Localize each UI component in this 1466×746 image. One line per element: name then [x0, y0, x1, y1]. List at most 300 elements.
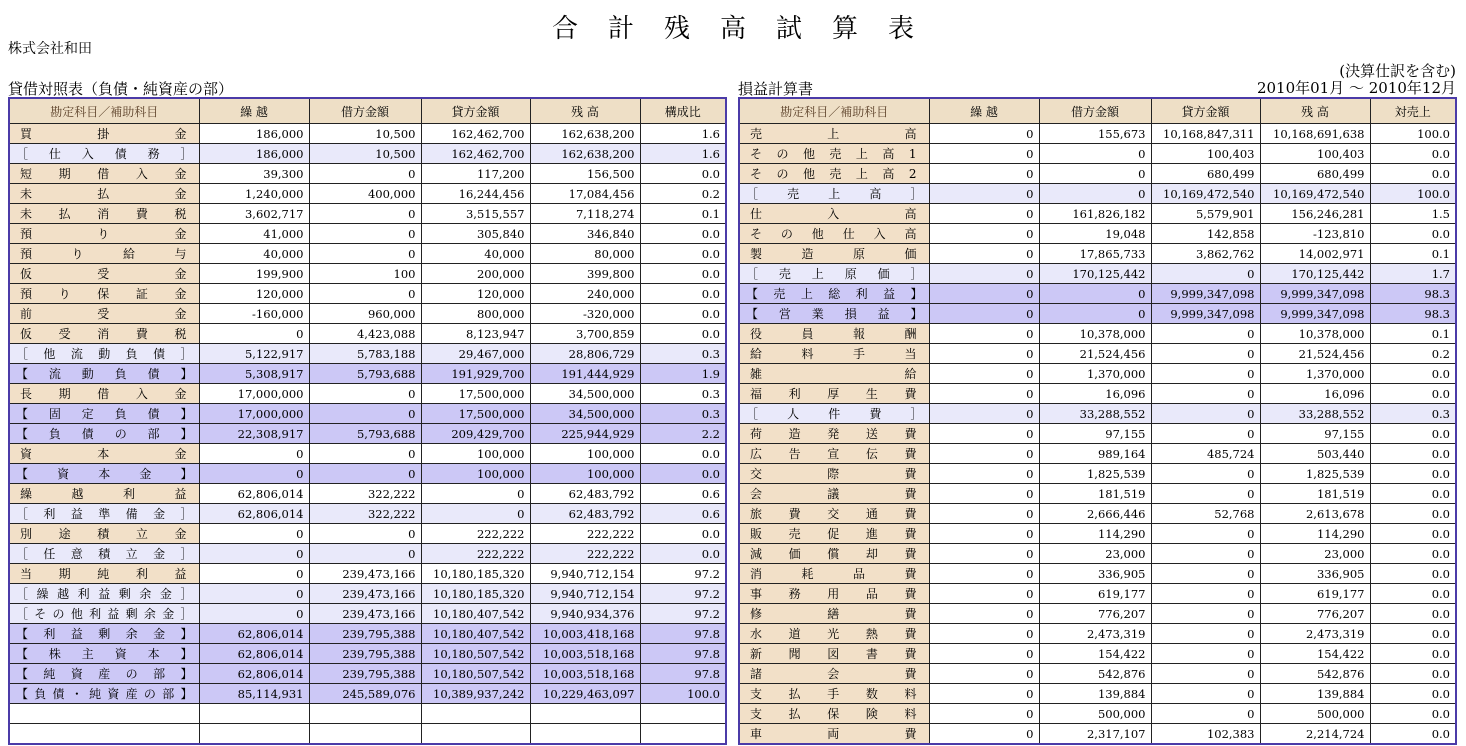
credit-cell: 142,858: [1151, 224, 1260, 244]
ratio-cell: 1.6: [640, 124, 726, 144]
account-label: 預り給与: [9, 244, 199, 264]
account-label: 消耗品費: [739, 564, 929, 584]
carryover-cell: 0: [929, 724, 1039, 745]
debit-cell: 5,793,688: [309, 424, 421, 444]
carryover-cell: 62,806,014: [199, 504, 309, 524]
debit-cell: 239,473,166: [309, 564, 421, 584]
table-row: [739, 564, 1456, 584]
table-row: [9, 524, 726, 544]
carryover-cell: 0: [199, 604, 309, 624]
table-row: [9, 684, 726, 704]
credit-cell: 0: [1151, 424, 1260, 444]
credit-cell: 0: [1151, 384, 1260, 404]
table-row: [9, 324, 726, 344]
table-row: [739, 204, 1456, 224]
income-statement-title: 損益計算書: [738, 80, 814, 98]
balance-cell: 336,905: [1260, 564, 1370, 584]
carryover-cell: 0: [929, 404, 1039, 424]
debit-cell: 0: [309, 524, 421, 544]
balance-cell: 170,125,442: [1260, 264, 1370, 284]
account-label: 会議費: [739, 484, 929, 504]
carryover-cell: 22,308,917: [199, 424, 309, 444]
account-label: 仕入高: [739, 204, 929, 224]
credit-cell: 0: [1151, 324, 1260, 344]
debit-cell: 542,876: [1039, 664, 1151, 684]
col-credit: 貸方金額: [421, 98, 530, 124]
col-account: 勘定科目／補助科目: [739, 98, 929, 124]
credit-cell: 162,462,700: [421, 144, 530, 164]
balance-cell: 80,000: [530, 244, 640, 264]
carryover-cell: 0: [929, 204, 1039, 224]
empty-row: [9, 724, 726, 745]
ratio-cell: 97.8: [640, 664, 726, 684]
debit-cell: 10,500: [309, 144, 421, 164]
page-title: 合計残高試算表: [551, 14, 944, 44]
account-label: 福利厚生費: [739, 384, 929, 404]
carryover-cell: 0: [929, 364, 1039, 384]
ratio-cell: 0.0: [1370, 504, 1456, 524]
balance-cell: 100,403: [1260, 144, 1370, 164]
empty-cell: [9, 724, 199, 745]
credit-cell: 0: [1151, 644, 1260, 664]
carryover-cell: 120,000: [199, 284, 309, 304]
credit-cell: 0: [1151, 704, 1260, 724]
carryover-cell: 62,806,014: [199, 644, 309, 664]
table-row: [9, 404, 726, 424]
ratio-cell: 0.0: [1370, 684, 1456, 704]
balance-cell: 139,884: [1260, 684, 1370, 704]
account-label: 預り金: [9, 224, 199, 244]
account-label: 製造原価: [739, 244, 929, 264]
table-row: [9, 664, 726, 684]
table-row: [739, 244, 1456, 264]
credit-cell: 0: [1151, 464, 1260, 484]
credit-cell: 0: [421, 484, 530, 504]
balance-sheet-title: 貸借対照表（負債・純資産の部）: [8, 80, 234, 98]
table-row: [9, 124, 726, 144]
carryover-cell: 0: [929, 604, 1039, 624]
debit-cell: 322,222: [309, 484, 421, 504]
ratio-cell: 0.0: [1370, 544, 1456, 564]
account-label: 給料手当: [739, 344, 929, 364]
ratio-cell: 0.0: [1370, 164, 1456, 184]
account-label: 修繕費: [739, 604, 929, 624]
carryover-cell: 0: [929, 164, 1039, 184]
debit-cell: 10,378,000: [1039, 324, 1151, 344]
credit-cell: 102,383: [1151, 724, 1260, 745]
carryover-cell: 0: [929, 584, 1039, 604]
carryover-cell: 0: [199, 464, 309, 484]
balance-cell: 10,169,472,540: [1260, 184, 1370, 204]
balance-cell: 162,638,200: [530, 144, 640, 164]
col-carryover: 繰 越: [199, 98, 309, 124]
carryover-cell: 5,308,917: [199, 364, 309, 384]
balance-cell: 542,876: [1260, 664, 1370, 684]
table-row: [739, 504, 1456, 524]
balance-cell: 62,483,792: [530, 484, 640, 504]
credit-cell: 40,000: [421, 244, 530, 264]
account-label: 減価償却費: [739, 544, 929, 564]
credit-cell: 800,000: [421, 304, 530, 324]
account-label: その他売上高1: [739, 144, 929, 164]
ratio-cell: 0.0: [1370, 604, 1456, 624]
carryover-cell: 0: [929, 544, 1039, 564]
ratio-cell: 0.0: [1370, 724, 1456, 745]
carryover-cell: 3,602,717: [199, 204, 309, 224]
account-label: ［売上原価］: [739, 264, 929, 284]
credit-cell: 10,168,847,311: [1151, 124, 1260, 144]
credit-cell: 29,467,000: [421, 344, 530, 364]
debit-cell: 0: [1039, 144, 1151, 164]
ratio-cell: 1.6: [640, 144, 726, 164]
account-label: 旅費交通費: [739, 504, 929, 524]
balance-cell: 9,940,712,154: [530, 584, 640, 604]
balance-cell: 500,000: [1260, 704, 1370, 724]
ratio-cell: 0.1: [640, 204, 726, 224]
debit-cell: 400,000: [309, 184, 421, 204]
debit-cell: 161,826,182: [1039, 204, 1151, 224]
ratio-cell: 97.2: [640, 584, 726, 604]
closing-entries-note: (決算仕訳を含む): [1339, 62, 1456, 80]
table-row: [739, 544, 1456, 564]
credit-cell: 8,123,947: [421, 324, 530, 344]
debit-cell: 960,000: [309, 304, 421, 324]
credit-cell: 222,222: [421, 524, 530, 544]
debit-cell: 245,589,076: [309, 684, 421, 704]
account-label: 【負債の部】: [9, 424, 199, 444]
carryover-cell: 0: [929, 644, 1039, 664]
account-label: ［繰越利益剰余金］: [9, 584, 199, 604]
carryover-cell: 0: [929, 624, 1039, 644]
credit-cell: 3,862,762: [1151, 244, 1260, 264]
debit-cell: 2,666,446: [1039, 504, 1151, 524]
table-row: [9, 444, 726, 464]
ratio-cell: 0.0: [640, 524, 726, 544]
ratio-cell: 1.7: [1370, 264, 1456, 284]
balance-cell: 34,500,000: [530, 384, 640, 404]
account-label: 【売上総利益】: [739, 284, 929, 304]
ratio-cell: 0.1: [1370, 324, 1456, 344]
table-row: [739, 604, 1456, 624]
debit-cell: 239,473,166: [309, 584, 421, 604]
account-label: 諸会費: [739, 664, 929, 684]
ratio-cell: 98.3: [1370, 284, 1456, 304]
period-range: 2010年01月 〜 2010年12月: [1256, 79, 1456, 97]
debit-cell: 10,500: [309, 124, 421, 144]
table-row: [739, 184, 1456, 204]
carryover-cell: 186,000: [199, 124, 309, 144]
ratio-cell: 0.3: [640, 344, 726, 364]
table-row: [739, 164, 1456, 184]
col-balance: 残 高: [1260, 98, 1370, 124]
carryover-cell: 0: [929, 224, 1039, 244]
debit-cell: 170,125,442: [1039, 264, 1151, 284]
table-row: [9, 464, 726, 484]
table-row: [739, 404, 1456, 424]
credit-cell: 0: [1151, 264, 1260, 284]
carryover-cell: 0: [929, 684, 1039, 704]
balance-cell: 14,002,971: [1260, 244, 1370, 264]
debit-cell: 336,905: [1039, 564, 1151, 584]
ratio-cell: 100.0: [1370, 184, 1456, 204]
table-row: [739, 344, 1456, 364]
table-row: [9, 224, 726, 244]
ratio-cell: 0.0: [640, 284, 726, 304]
balance-cell: 222,222: [530, 544, 640, 564]
debit-cell: 500,000: [1039, 704, 1151, 724]
account-label: ［その他利益剰余金］: [9, 604, 199, 624]
debit-cell: 114,290: [1039, 524, 1151, 544]
carryover-cell: -160,000: [199, 304, 309, 324]
account-label: 資本金: [9, 444, 199, 464]
credit-cell: 0: [1151, 684, 1260, 704]
col-balance: 残 高: [530, 98, 640, 124]
credit-cell: 0: [1151, 664, 1260, 684]
ratio-cell: 97.8: [640, 624, 726, 644]
credit-cell: 200,000: [421, 264, 530, 284]
account-label: 前受金: [9, 304, 199, 324]
debit-cell: 0: [309, 444, 421, 464]
table-row: [739, 384, 1456, 404]
table-row: [739, 464, 1456, 484]
ratio-cell: 0.0: [1370, 144, 1456, 164]
credit-cell: 100,000: [421, 464, 530, 484]
credit-cell: 0: [1151, 404, 1260, 424]
balance-cell: 399,800: [530, 264, 640, 284]
table-row: [739, 664, 1456, 684]
table-row: [739, 644, 1456, 664]
account-label: ［他流動負債］: [9, 344, 199, 364]
account-label: 別途積立金: [9, 524, 199, 544]
carryover-cell: 5,122,917: [199, 344, 309, 364]
account-label: 【資本金】: [9, 464, 199, 484]
ratio-cell: 0.0: [1370, 584, 1456, 604]
credit-cell: 10,180,407,542: [421, 624, 530, 644]
debit-cell: 0: [1039, 284, 1151, 304]
ratio-cell: 0.2: [640, 184, 726, 204]
table-row: [739, 264, 1456, 284]
credit-cell: 9,999,347,098: [1151, 284, 1260, 304]
ratio-cell: 0.0: [1370, 624, 1456, 644]
balance-cell: 23,000: [1260, 544, 1370, 564]
credit-cell: 10,180,507,542: [421, 664, 530, 684]
carryover-cell: 0: [929, 144, 1039, 164]
balance-cell: 10,168,691,638: [1260, 124, 1370, 144]
table-row: [739, 524, 1456, 544]
table-row: [739, 124, 1456, 144]
ratio-cell: 0.0: [640, 324, 726, 344]
empty-cell: [530, 724, 640, 745]
balance-cell: 10,003,418,168: [530, 624, 640, 644]
ratio-cell: 0.0: [1370, 224, 1456, 244]
balance-cell: 21,524,456: [1260, 344, 1370, 364]
ratio-cell: 2.2: [640, 424, 726, 444]
account-label: その他仕入高: [739, 224, 929, 244]
carryover-cell: 0: [929, 664, 1039, 684]
debit-cell: 100: [309, 264, 421, 284]
credit-cell: 3,515,557: [421, 204, 530, 224]
ratio-cell: 0.0: [1370, 644, 1456, 664]
ratio-cell: 0.0: [640, 264, 726, 284]
ratio-cell: 0.6: [640, 484, 726, 504]
carryover-cell: 0: [929, 384, 1039, 404]
account-label: 【負債・純資産の部】: [9, 684, 199, 704]
account-label: 未払消費税: [9, 204, 199, 224]
debit-cell: 0: [309, 224, 421, 244]
credit-cell: 16,244,456: [421, 184, 530, 204]
debit-cell: 0: [309, 544, 421, 564]
account-label: 【利益剰余金】: [9, 624, 199, 644]
empty-cell: [199, 704, 309, 724]
carryover-cell: 0: [929, 484, 1039, 504]
table-row: [739, 444, 1456, 464]
empty-cell: [421, 704, 530, 724]
debit-cell: 33,288,552: [1039, 404, 1151, 424]
balance-cell: 3,700,859: [530, 324, 640, 344]
ratio-cell: 0.0: [640, 304, 726, 324]
account-label: 事務用品費: [739, 584, 929, 604]
ratio-cell: 0.3: [640, 404, 726, 424]
debit-cell: 23,000: [1039, 544, 1151, 564]
carryover-cell: 0: [929, 464, 1039, 484]
credit-cell: 10,180,407,542: [421, 604, 530, 624]
balance-cell: 33,288,552: [1260, 404, 1370, 424]
table-row: [9, 244, 726, 264]
balance-cell: 1,825,539: [1260, 464, 1370, 484]
ratio-cell: 1.9: [640, 364, 726, 384]
carryover-cell: 0: [929, 444, 1039, 464]
account-label: 売上高: [739, 124, 929, 144]
balance-cell: 1,370,000: [1260, 364, 1370, 384]
ratio-cell: 0.3: [1370, 404, 1456, 424]
account-label: 荷造発送費: [739, 424, 929, 444]
table-row: [9, 304, 726, 324]
table-row: [9, 164, 726, 184]
ratio-cell: 0.0: [640, 244, 726, 264]
account-label: 交際費: [739, 464, 929, 484]
carryover-cell: 0: [199, 584, 309, 604]
table-row: [739, 284, 1456, 304]
empty-row: [9, 704, 726, 724]
table-row: [9, 624, 726, 644]
account-label: 販売促進費: [739, 524, 929, 544]
empty-cell: [309, 724, 421, 745]
debit-cell: 0: [309, 384, 421, 404]
balance-cell: 7,118,274: [530, 204, 640, 224]
ratio-cell: 0.0: [640, 224, 726, 244]
ratio-cell: 0.0: [1370, 384, 1456, 404]
income-statement-table: [738, 97, 1457, 745]
account-label: 未払金: [9, 184, 199, 204]
table-header-row: [9, 98, 726, 124]
account-label: 預り保証金: [9, 284, 199, 304]
ratio-cell: 0.0: [1370, 364, 1456, 384]
debit-cell: 2,473,319: [1039, 624, 1151, 644]
balance-cell: 9,940,712,154: [530, 564, 640, 584]
debit-cell: 4,423,088: [309, 324, 421, 344]
balance-cell: 62,483,792: [530, 504, 640, 524]
debit-cell: 2,317,107: [1039, 724, 1151, 745]
table-row: [9, 264, 726, 284]
account-label: 繰越利益: [9, 484, 199, 504]
credit-cell: 10,389,937,242: [421, 684, 530, 704]
debit-cell: 239,795,388: [309, 644, 421, 664]
table-row: [9, 484, 726, 504]
account-label: 【固定負債】: [9, 404, 199, 424]
col-ratio: 構成比: [640, 98, 726, 124]
debit-cell: 239,473,166: [309, 604, 421, 624]
debit-cell: 0: [309, 284, 421, 304]
col-debit: 借方金額: [309, 98, 421, 124]
carryover-cell: 0: [929, 184, 1039, 204]
ratio-cell: 0.0: [1370, 564, 1456, 584]
ratio-cell: 98.3: [1370, 304, 1456, 324]
credit-cell: 117,200: [421, 164, 530, 184]
table-row: [9, 284, 726, 304]
col-credit: 貸方金額: [1151, 98, 1260, 124]
debit-cell: 1,370,000: [1039, 364, 1151, 384]
ratio-cell: 0.0: [1370, 664, 1456, 684]
table-header-row: [739, 98, 1456, 124]
balance-cell: 225,944,929: [530, 424, 640, 444]
empty-cell: [9, 704, 199, 724]
account-label: 新聞図書費: [739, 644, 929, 664]
ratio-cell: 0.0: [640, 544, 726, 564]
ratio-cell: 0.0: [640, 464, 726, 484]
debit-cell: 0: [1039, 304, 1151, 324]
table-row: [9, 644, 726, 664]
balance-cell: -320,000: [530, 304, 640, 324]
table-row: [739, 324, 1456, 344]
carryover-cell: 17,000,000: [199, 384, 309, 404]
credit-cell: 0: [421, 504, 530, 524]
balance-cell: 162,638,200: [530, 124, 640, 144]
balance-cell: 10,003,518,168: [530, 664, 640, 684]
carryover-cell: 17,000,000: [199, 404, 309, 424]
credit-cell: 0: [1151, 564, 1260, 584]
carryover-cell: 1,240,000: [199, 184, 309, 204]
account-label: 広告宣伝費: [739, 444, 929, 464]
carryover-cell: 39,300: [199, 164, 309, 184]
table-row: [9, 364, 726, 384]
empty-cell: [530, 704, 640, 724]
credit-cell: 0: [1151, 604, 1260, 624]
credit-cell: 162,462,700: [421, 124, 530, 144]
credit-cell: 222,222: [421, 544, 530, 564]
credit-cell: 191,929,700: [421, 364, 530, 384]
account-label: その他売上高2: [739, 164, 929, 184]
account-label: ［売上高］: [739, 184, 929, 204]
ratio-cell: 0.6: [640, 504, 726, 524]
account-label: 支払保険料: [739, 704, 929, 724]
balance-cell: 9,999,347,098: [1260, 284, 1370, 304]
balance-cell: 28,806,729: [530, 344, 640, 364]
balance-cell: 9,999,347,098: [1260, 304, 1370, 324]
account-label: 車両費: [739, 724, 929, 745]
credit-cell: 9,999,347,098: [1151, 304, 1260, 324]
carryover-cell: 0: [199, 544, 309, 564]
balance-cell: 240,000: [530, 284, 640, 304]
account-label: 当期純利益: [9, 564, 199, 584]
debit-cell: 322,222: [309, 504, 421, 524]
balance-cell: 154,422: [1260, 644, 1370, 664]
table-row: [739, 224, 1456, 244]
debit-cell: 0: [309, 464, 421, 484]
carryover-cell: 0: [929, 244, 1039, 264]
credit-cell: 100,000: [421, 444, 530, 464]
table-row: [9, 384, 726, 404]
table-row: [739, 304, 1456, 324]
